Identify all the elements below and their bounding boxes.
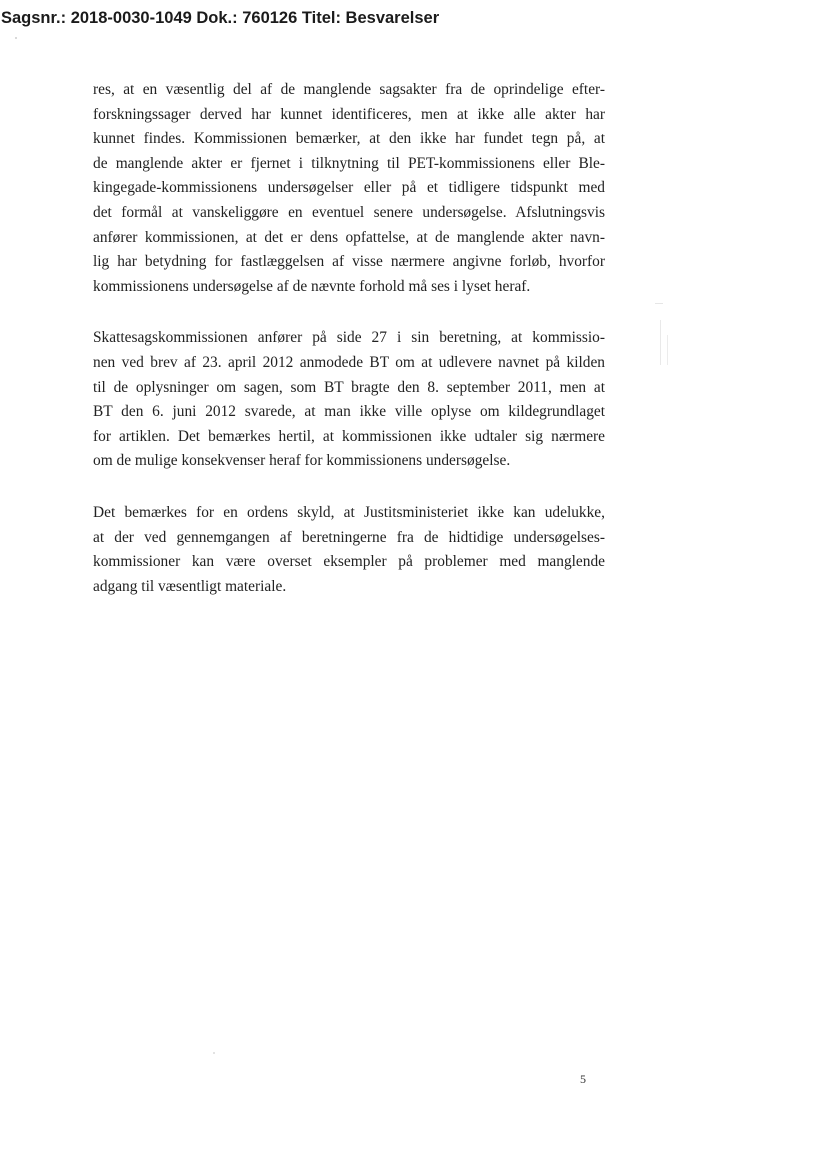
paragraph-1 [93,78,605,299]
text-line: kommissionens undersøgelse af de nævnte forhold må ses i lyset heraf. [93,277,531,295]
paragraph-2 [93,326,605,474]
text-line: at der ved gennemgangen af beretningerne fra de hidtidige undersøgelses- [93,528,605,546]
page-number: 5 [580,1072,586,1086]
paragraph-3 [93,501,605,599]
scan-speck [667,335,668,365]
text-line: Skattesagskommissionen anfører på side 27 i sin beretning, at kommissio- [93,329,605,347]
scan-speck [655,303,663,304]
text-line: forskningssager derved har kunnet identificeres, men at ikke alle akter har [93,105,605,123]
text-line: anfører kommissionen, at det er dens opfattelse, at de manglende akter navn- [93,228,605,246]
text-line: for artiklen. Det bemærkes hertil, at kommissionen ikke udtaler sig nærmere [93,427,605,445]
scan-speck [213,1052,215,1054]
text-line: kunnet findes. Kommissionen bemærker, at den ikke har fundet tegn på, at [93,130,605,148]
text-line: kommissioner kan være overset eksempler på problemer med manglende [93,553,605,571]
text-line: kingegade-kommissionens undersøgelser eller på et tidligere tidspunkt med [93,179,605,197]
text-line: til de oplysninger om sagen, som BT bragte den 8. september 2011, men at [93,378,605,396]
text-line: BT den 6. juni 2012 svarede, at man ikke ville oplyse om kildegrundlaget [93,403,605,421]
text-line: adgang til væsentligt materiale. [93,577,287,595]
scan-speck [15,37,17,39]
text-line: om de mulige konsekvenser heraf for kommissionens undersøgelse. [93,452,511,470]
body-text [93,78,605,626]
document-header: Sagsnr.: 2018-0030-1049 Dok.: 760126 Titel: Besvarelser [1,9,440,27]
text-line: de manglende akter er fjernet i tilknytning til PET-kommissionens eller Ble- [93,154,605,172]
text-line: res, at en væsentlig del af de manglende sagsakter fra de oprindelige efter- [93,81,605,98]
text-line: lig har betydning for fastlæggelsen af visse nærmere angivne forløb, hvorfor [93,253,605,271]
text-line: Det bemærkes for en ordens skyld, at Justitsministeriet ikke kan udelukke, [93,503,605,521]
scan-speck [660,320,661,365]
text-line: nen ved brev af 23. april 2012 anmodede BT om at udlevere navnet på kilden [93,353,605,371]
text-line: det formål at vanskeliggøre en eventuel senere undersøgelse. Afslutningsvis [93,203,605,221]
